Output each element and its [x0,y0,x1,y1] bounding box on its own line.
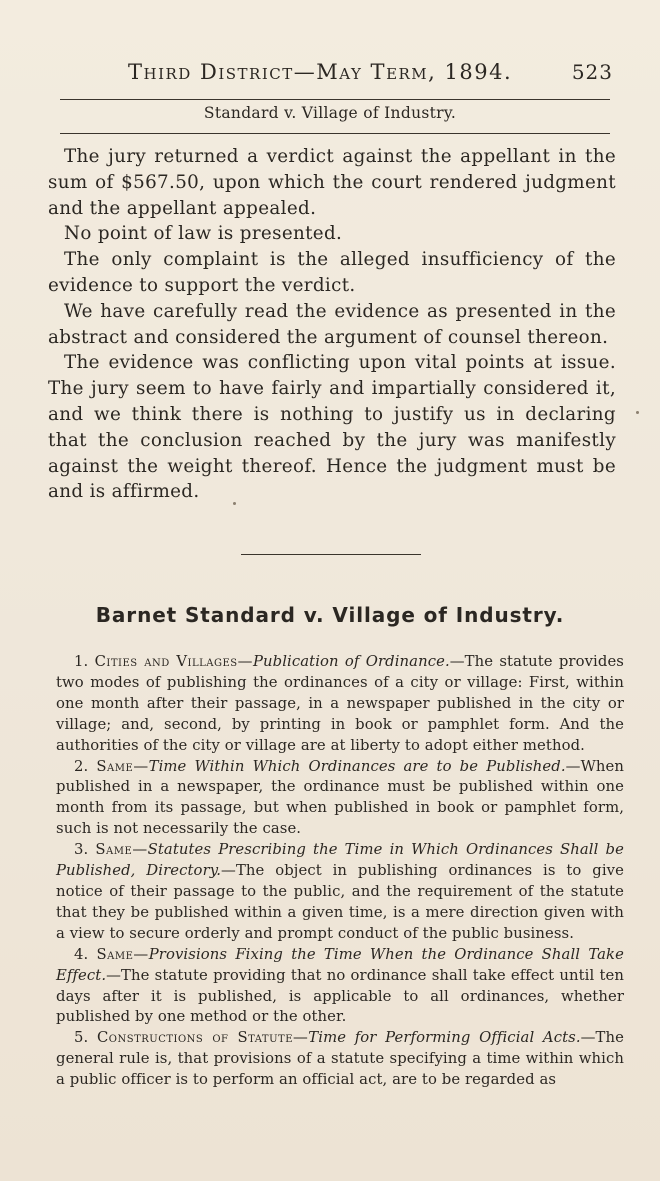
headnote-number: 4. [74,945,89,963]
headnote-number: 1. [74,653,89,670]
opinion-text [48,144,616,505]
headnotes [56,652,624,1091]
opinion-paragraph: No point of law is presented. [64,223,343,245]
headnote-subject: Same— [96,945,149,963]
headnote-text: —The statute provides two modes of publishing the ordinances of a city or village: First, within one month after their passage, in a newspaper published in the city or village; and, second, by printing in book or pamphlet form. And the authorities of the city or village are at liberty to adopt either method. [56,653,625,754]
opinion-paragraph: The jury returned a verdict against the appellant in the sum of $567.50, upon which the court rendered judgment and the appellant appealed. [48,146,616,219]
header-rule-bottom [60,133,610,134]
headnote-topic: Provisions Fixing the Time When the Ordinance Shall Take Effect. [56,945,624,984]
headnote-subject: Constructions of Statute— [96,1029,309,1047]
headnote-subject: Same— [95,841,148,859]
headnote-number: 2. [74,757,89,775]
headnote-subject: Same— [96,757,149,775]
running-head-title: Third District—May Term, 1894. [128,60,513,84]
headnote-topic: Statutes Prescribing the Time in Which Ordinances Shall be Published, Directory. [56,841,624,880]
next-case-title: Barnet Standard v. Village of Industry. [95,603,565,627]
headnote-topic: Publication of Ordinance. [252,653,450,670]
headnote [56,945,624,1029]
headnote-subject: Cities and Villages— [94,653,253,670]
headnote-number: 5. [74,1029,89,1047]
headnote-topic: Time for Performing Official Acts. [308,1029,581,1047]
headnote-topic: Time Within Which Ordinances are to be Published. [148,757,566,775]
paper-speck [233,502,236,505]
headnote [56,1028,624,1091]
paper-speck [636,411,639,414]
headnote-text: —The statute providing that no ordinance shall take effect until ten days after it is published, is applicable to all ordinances, whether published by one method or the other. [56,966,624,1026]
headnote [56,840,624,945]
headnote-text: —The general rule is, that provisions of a statute specifying a time within which a public officer is to perform an official act, are to be regarded as [56,1029,624,1089]
running-head [40,60,625,92]
opinion-paragraph: The evidence was conflicting upon vital points at issue. The jury seem to have fairly and impartially considered it, and we think there is nothing to justify us in declaring that the conclusion reached by the jury was manifestly against the weight thereof. Hence the judgment must be and is affirmed. [48,352,616,503]
headnote-text: —When published in a newspaper, the ordinance must be published within one month from its passage, but when published in book or pamphlet form, such is not necessarily the case. [56,757,624,838]
headnote-number: 3. [74,841,89,859]
headnote-text: —The object in publishing ordinances is to give notice of their passage to the public, and the requirement of the statute that they be published within a given time, is a mere direction given with a view to secure orderly and prompt conduct of the public business. [56,862,624,942]
section-divider [241,554,421,555]
headnote [56,652,624,757]
opinion-paragraph: The only complaint is the alleged insufficiency of the evidence to support the verdict. [48,249,616,296]
case-subtitle: Standard v. Village of Industry. [203,104,457,122]
opinion-paragraph: We have carefully read the evidence as presented in the abstract and considered the argument of counsel thereon. [48,300,616,348]
headnote [56,757,624,841]
header-rule-top [60,99,610,100]
page-number: 523 [571,60,613,84]
